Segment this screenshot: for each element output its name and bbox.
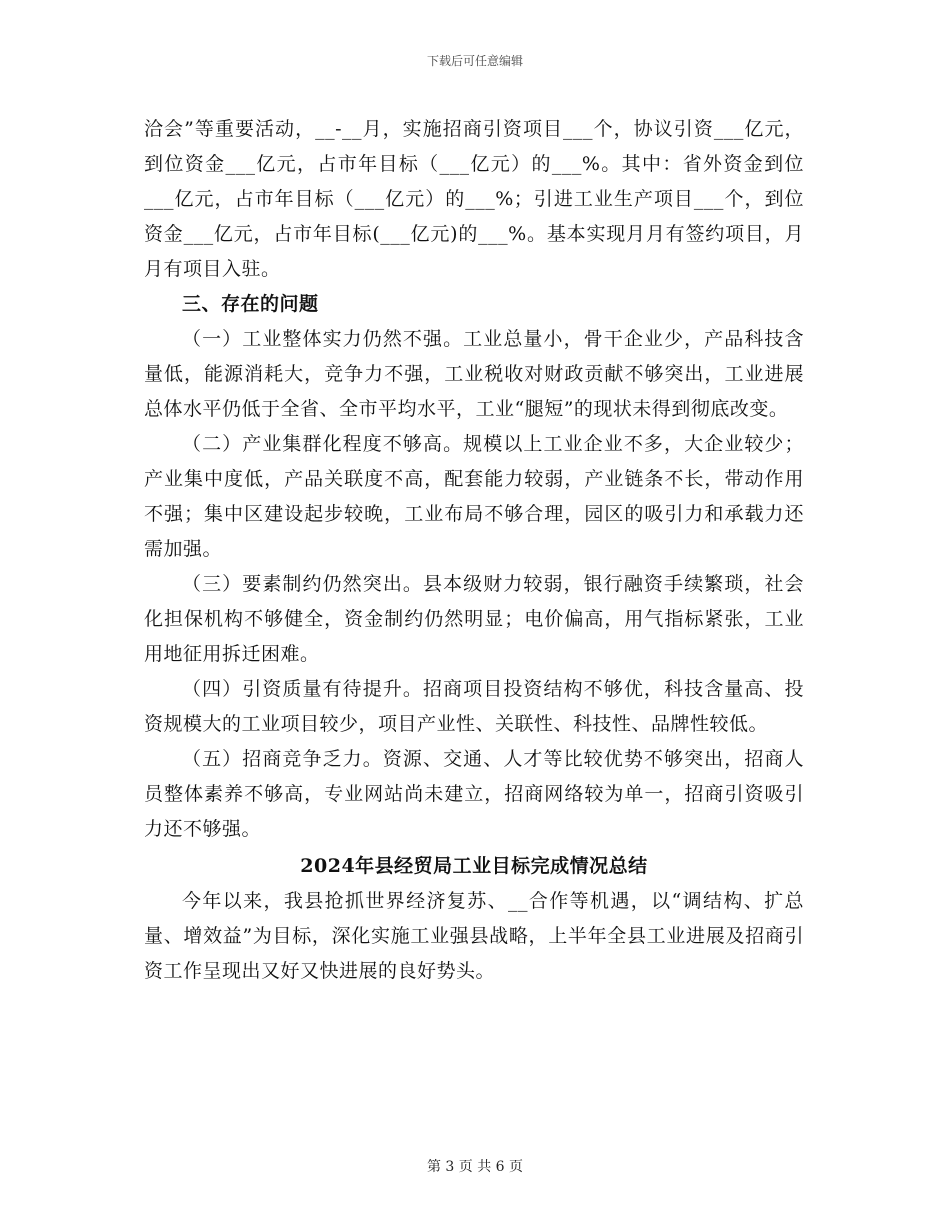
page-footer: 第 3 页 共 6 页 — [426, 1159, 524, 1175]
document-body — [144, 112, 804, 989]
issue-paragraph-1: （一）工业整体实力仍然不强。工业总量小，骨干企业少，产品科技含量低，能源消耗大，竞争力不强，工业税收对财政贡献不够突出，工业进展总体水平仍低于全省、全市平均水平，工业“腿短”的现状未得到彻底改变。 — [144, 328, 804, 420]
issue-paragraph-3: （三）要素制约仍然突出。县本级财力较弱，银行融资手续繁琐，社会化担保机构不够健全，资金制约仍然明显；电价偏高，用气指标紧张，工业用地征用拆迁困难。 — [144, 573, 804, 665]
section-heading: 三、存在的问题 — [182, 293, 319, 315]
issue-paragraph-4: （四）引资质量有待提升。招商项目投资结构不够优，科技含量高、投资规模大的工业项目较少，项目产业性、关联性、科技性、品牌性较低。 — [144, 678, 804, 735]
page-header: 下载后可任意编辑 — [426, 54, 523, 68]
paragraph-continuation: 洽会”等重要活动，__-__月，实施招商引资项目___个，协议引资___亿元，到位资金___亿元，占市年目标（___亿元）的___%。其中：省外资金到位___亿元，占市年目标（___亿元）的___%；引进工业生产项目___个，到位资金___亿元，占市年目标(___亿元)的___%。基本实现月月有签约项目，月月有项目入驻。 — [144, 118, 804, 280]
intro-paragraph: 今年以来，我县抢抓世界经济复苏、__合作等机遇，以“调结构、扩总量、增效益”为目标，深化实施工业强县战略，上半年全县工业进展及招商引资工作呈现出又好又快进展的良好势头。 — [144, 890, 804, 982]
document-title: 2024年县经贸局工业目标完成情况总结 — [300, 855, 648, 877]
issue-paragraph-5: （五）招商竞争乏力。资源、交通、人才等比较优势不够突出，招商人员整体素养不够高，专业网站尚未建立，招商网络较为单一，招商引资吸引力还不够强。 — [144, 748, 804, 840]
issue-paragraph-2: （二）产业集群化程度不够高。规模以上工业企业不多，大企业较少；产业集中度低，产品关联度不高，配套能力较弱，产业链条不长，带动作用不强；集中区建设起步较晚，工业布局不够合理，园区的吸引力和承载力还需加强。 — [144, 433, 804, 560]
